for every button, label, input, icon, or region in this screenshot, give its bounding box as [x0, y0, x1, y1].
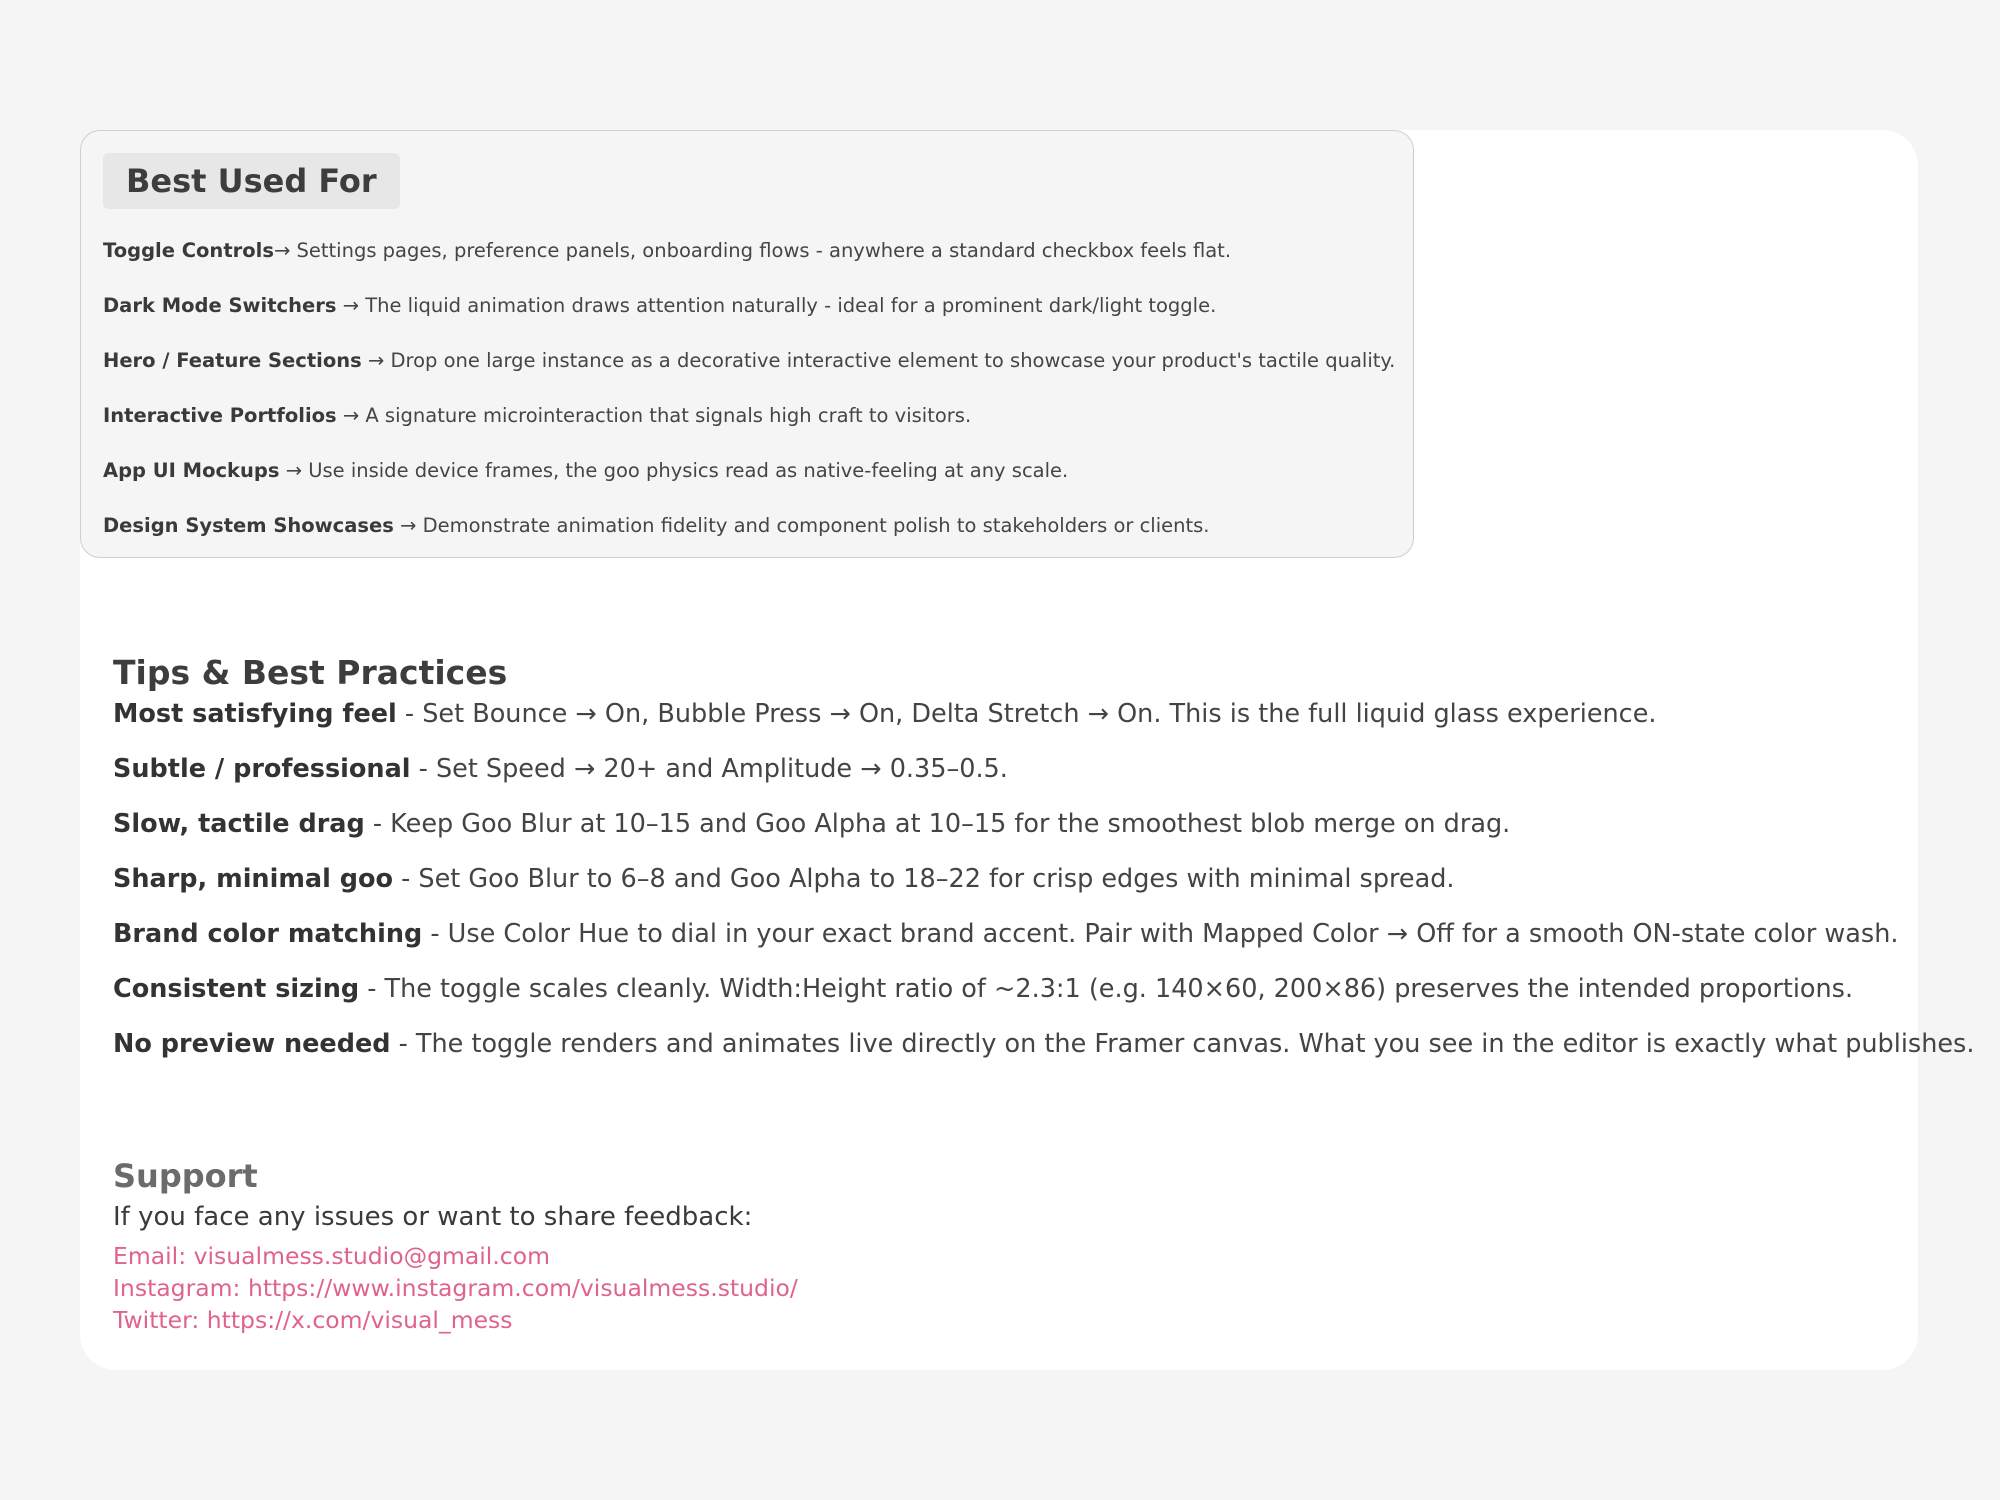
use-case-description: Drop one large instance as a decorative interactive element to showcase your product's tactile quality.: [390, 349, 1396, 372]
arrow-icon: →: [273, 239, 291, 262]
tip-text: - Use Color Hue to dial in your exact brand accent. Pair with Mapped Color → Off for a smooth ON-state color wash.: [422, 919, 1899, 949]
email-link[interactable]: Email: visualmess.studio@gmail.com: [113, 1242, 550, 1270]
twitter-link[interactable]: Twitter: https://x.com/visual_mess: [113, 1306, 513, 1334]
tip-item: [113, 969, 1974, 1024]
use-case-description: The liquid animation draws attention naturally - ideal for a prominent dark/light toggle.: [365, 294, 1217, 317]
tips-list: [113, 694, 1974, 1079]
use-case-label: Design System Showcases: [103, 514, 394, 537]
arrow-icon: →: [336, 404, 360, 427]
tip-text: - Set Speed → 20+ and Amplitude → 0.35–0.5.: [410, 754, 1008, 784]
best-used-for-heading: Best Used For: [103, 153, 400, 209]
tip-item: [113, 859, 1974, 914]
arrow-icon: →: [361, 349, 385, 372]
use-case-description: Use inside device frames, the goo physics read as native-feeling at any scale.: [308, 459, 1069, 482]
tip-text: - Set Goo Blur to 6–8 and Goo Alpha to 18–22 for crisp edges with minimal spread.: [393, 864, 1455, 894]
tip-item: [113, 694, 1974, 749]
instagram-link[interactable]: Instagram: https://www.instagram.com/visualmess.studio/: [113, 1274, 798, 1302]
tips-heading: Tips & Best Practices: [113, 653, 508, 693]
use-case-description: A signature microinteraction that signals high craft to visitors.: [365, 404, 972, 427]
tip-item: [113, 1024, 1974, 1079]
support-heading: Support: [113, 1156, 258, 1195]
use-case-label: Hero / Feature Sections: [103, 349, 362, 372]
best-used-for-item: [103, 345, 1395, 400]
arrow-icon: →: [336, 294, 359, 317]
tip-item: [113, 749, 1974, 804]
best-used-for-item: [103, 290, 1395, 345]
best-used-for-item: [103, 235, 1395, 290]
use-case-label: Dark Mode Switchers: [103, 294, 337, 317]
use-case-label: Interactive Portfolios: [103, 404, 337, 427]
tip-label: Consistent sizing: [113, 974, 360, 1004]
tip-text: - Set Bounce → On, Bubble Press → On, Delta Stretch → On. This is the full liquid glass experience.: [396, 699, 1657, 729]
arrow-icon: →: [393, 514, 417, 537]
use-case-label: App UI Mockups: [103, 459, 280, 482]
tip-label: Most satisfying feel: [113, 699, 397, 729]
support-links: [113, 1240, 798, 1336]
best-used-for-item: [103, 510, 1395, 565]
tip-label: Brand color matching: [113, 919, 423, 949]
tip-label: No preview needed: [113, 1029, 391, 1059]
tip-item: [113, 804, 1974, 859]
use-case-description: Settings pages, preference panels, onboarding flows - anywhere a standard checkbox feels flat.: [296, 239, 1232, 262]
tip-label: Slow, tactile drag: [113, 809, 365, 839]
tip-item: [113, 914, 1974, 969]
use-case-description: Demonstrate animation fidelity and component polish to stakeholders or clients.: [422, 514, 1210, 537]
best-used-for-list: [103, 235, 1395, 565]
tip-text: - The toggle scales cleanly. Width:Height ratio of ~2.3:1 (e.g. 140×60, 200×86) preserves the intended proportions.: [359, 974, 1854, 1004]
tip-text: - Keep Goo Blur at 10–15 and Goo Alpha at 10–15 for the smoothest blob merge on drag.: [364, 809, 1511, 839]
tip-text: - The toggle renders and animates live directly on the Framer canvas. What you see in the editor is exactly what publishes.: [390, 1029, 1975, 1059]
arrow-icon: →: [279, 459, 302, 482]
best-used-for-item: [103, 455, 1395, 510]
support-intro: If you face any issues or want to share feedback:: [113, 1202, 753, 1232]
best-used-for-panel: [80, 130, 1414, 558]
use-case-label: Toggle Controls: [103, 239, 274, 262]
best-used-for-item: [103, 400, 1395, 455]
tip-label: Sharp, minimal goo: [113, 864, 394, 894]
tip-label: Subtle / professional: [113, 754, 411, 784]
